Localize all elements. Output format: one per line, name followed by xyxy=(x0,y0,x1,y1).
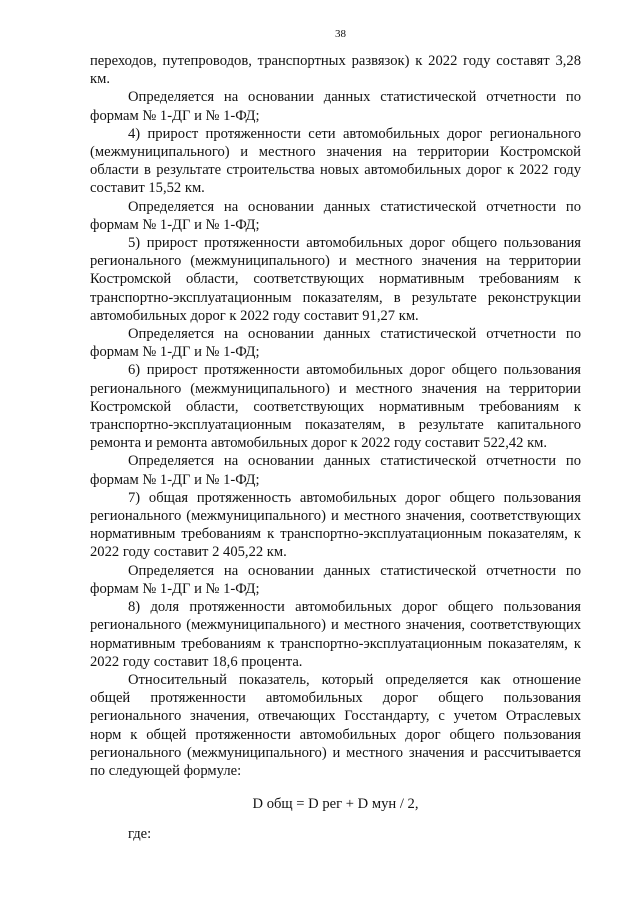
paragraph-item-5: 5) прирост протяженности автомобильных дорог общего пользования регионального (межмуниципального) и местного значения на территории Костромской области, соответствующих нормативным требованиям к транспортно-эксплуатационным показателям, в результате реконструкции автомобильных дорог к 2022 году составит 91,27 км. xyxy=(90,235,581,324)
page-number: 38 xyxy=(335,28,346,40)
paragraph-item-6: 6) прирост протяженности автомобильных дорог общего пользования регионального (межмуниципального) и местного значения на территории Костромской области, соответствующих нормативным требованиям к транспортно-эксплуатационным показателям, в результате капитального ремонта и ремонта автомобильных дорог к 2022 году составит 522,42 км. xyxy=(90,362,581,452)
paragraph-item-7: 7) общая протяженность автомобильных дорог общего пользования регионального (межмуниципального) и местного значения, соответствующих нормативным требованиям к транспортно-эксплуатационным показателям, к 2022 году составит 2 405,22 км. xyxy=(90,489,581,561)
paragraph-source-note: Определяется на основании данных статистической отчетности по формам № 1-ДГ и № 1-ФД; xyxy=(90,89,581,124)
paragraph-source-note: Определяется на основании данных статистической отчетности по формам № 1-ДГ и № 1-ФД; xyxy=(90,198,581,233)
paragraph-source-note: Определяется на основании данных статистической отчетности по формам № 1-ДГ и № 1-ФД; xyxy=(90,326,581,361)
paragraph-item-8: 8) доля протяженности автомобильных дорог общего пользования регионального (межмуниципального) и местного значения, соответствующих нормативным требованиям к транспортно-эксплуатационным показателям, к 2022 году составит 18,6 процента. xyxy=(90,599,581,670)
paragraph-continuation: переходов, путепроводов, транспортных развязок) к 2022 году составят 3,28 км. xyxy=(90,53,581,88)
where-label: где: xyxy=(128,826,152,843)
paragraph-source-note: Определяется на основании данных статистической отчетности по формам № 1-ДГ и № 1-ФД; xyxy=(90,562,581,597)
paragraph-source-note: Определяется на основании данных статистической отчетности по формам № 1-ДГ и № 1-ФД; xyxy=(90,453,581,488)
formula: D общ = D рег + D мун / 2, xyxy=(252,796,419,813)
paragraph-item-4: 4) прирост протяженности сети автомобильных дорог регионального (межмуниципального) и местного значения на территории Костромской области в результате строительства новых автомобильных дорог к 2022 году составит 15,52 км. xyxy=(90,125,581,197)
paragraph-formula-intro: Относительный показатель, который определяется как отношение общей протяженности автомобильных дорог общего пользования регионального значения, отвечающих Госстандарту, с учетом Отраслевых норм к общей протяженности автомобильных дорог общего пользования регионального (межмуниципального) и местного значения и рассчитывается по следующей формуле: xyxy=(90,671,581,779)
